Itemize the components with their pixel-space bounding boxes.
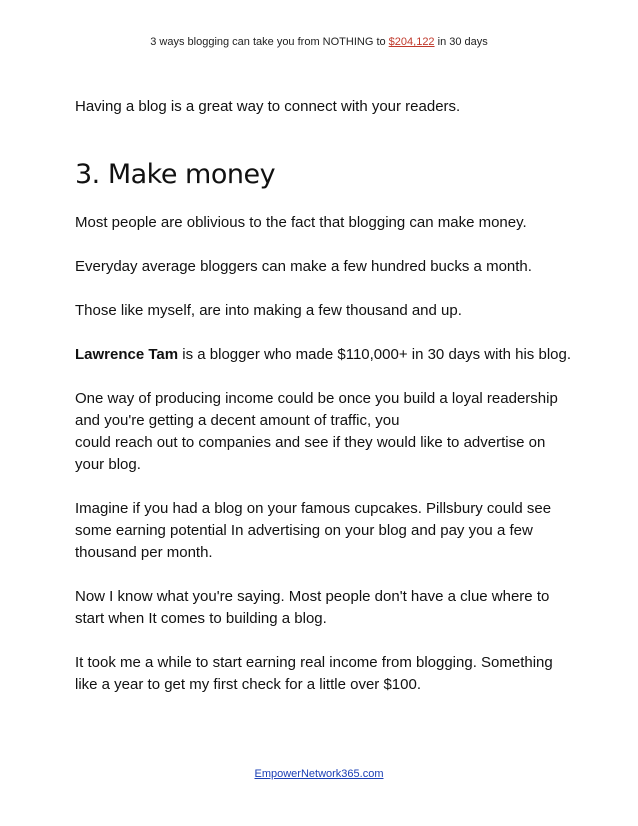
paragraph-5-line-2: could reach out to companies and see if they would like to advertise on your blog. xyxy=(75,434,546,473)
paragraph-8: It took me a while to start earning real income from blogging. Something like a year to get my first check for a little over $100. xyxy=(75,654,553,693)
paragraph-1: Most people are oblivious to the fact that blogging can make money. xyxy=(75,214,527,231)
page-header xyxy=(0,36,638,48)
person-name: Lawrence Tam xyxy=(75,346,179,363)
paragraph-2: Everyday average bloggers can make a few hundred bucks a month. xyxy=(75,258,532,275)
document-body xyxy=(75,96,575,718)
header-price-link[interactable]: $204,122 xyxy=(388,36,435,48)
section-heading: 3. Make money xyxy=(75,159,276,190)
paragraph-5 xyxy=(75,388,575,476)
paragraph-5-line-1: One way of producing income could be once you build a loyal readership and you're getting a decent amount of traffic, you xyxy=(75,390,558,429)
paragraph-4-text: is a blogger who made $110,000+ in 30 days with his blog. xyxy=(178,346,572,363)
intro-paragraph: Having a blog is a great way to connect with your readers. xyxy=(75,98,461,115)
footer-link[interactable]: EmpowerNetwork365.com xyxy=(254,768,384,780)
paragraph-4 xyxy=(75,344,575,366)
paragraph-6: Imagine if you had a blog on your famous cupcakes. Pillsbury could see some earning potential In advertising on your blog and pay you a few thousand per month. xyxy=(75,500,552,561)
page-footer xyxy=(0,768,638,780)
paragraph-7: Now I know what you're saying. Most people don't have a clue where to start when It comes to building a blog. xyxy=(75,588,550,627)
paragraph-3: Those like myself, are into making a few thousand and up. xyxy=(75,302,462,319)
header-suffix: in 30 days xyxy=(434,36,488,48)
header-prefix: 3 ways blogging can take you from NOTHING to xyxy=(150,36,389,48)
